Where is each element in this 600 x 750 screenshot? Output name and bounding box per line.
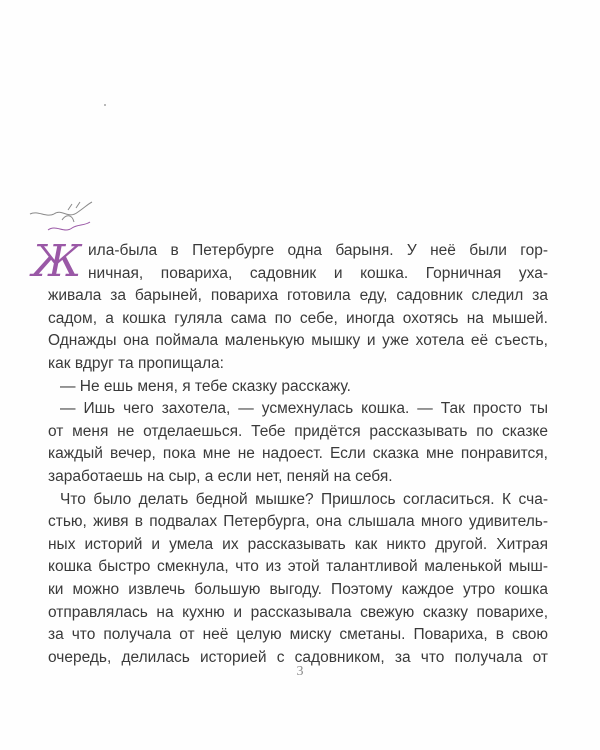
text-line: очередь, делилась историей с садовником, за что получала от <box>48 648 548 666</box>
text-line: — Ишь чего захотела, — усмехнулась кошка. — Так просто ты <box>60 400 548 418</box>
text-line: ничная, повариха, садовник и кошка. Горничная уха- <box>88 264 548 282</box>
text-line: ки можно извлечь большую выгоду. Поэтому каждое утро кошка <box>48 580 548 598</box>
text-line: за что получала от неё целую миску сметаны. Повариха, в свою <box>48 626 548 644</box>
text-line: стью, живя в подвалах Петербурга, она слышала много удивитель- <box>48 513 548 531</box>
text-line: от меня не отделаешься. Тебе придётся рассказывать по сказке <box>48 422 548 440</box>
text-line: как вдруг та пропищала: <box>48 354 224 372</box>
text-line: — Не ешь меня, я тебе сказку расскажу. <box>60 377 351 395</box>
drop-cap: Ж <box>32 236 82 287</box>
text-line: кошка быстро смекнула, что из этой талантливой маленькой мыш- <box>48 558 548 576</box>
text-line: ных историй и умела их рассказывать как никто другой. Хитрая <box>48 535 548 553</box>
text-line: каждый вечер, пока мне не надоест. Если сказка мне понравится, <box>48 445 548 463</box>
body-text <box>48 240 548 669</box>
page-number: 3 <box>296 664 304 679</box>
text-line: ила-была в Петербурге одна барыня. У неё были гор- <box>88 242 548 259</box>
page-speck <box>104 104 106 106</box>
text-line: садом, а кошка гуляла сама по себе, иногда охотясь на мышей. <box>48 309 548 327</box>
text-line: Однажды она поймала маленькую мышку и уже хотела её съесть, <box>48 332 548 350</box>
text-line: отправлялась на кухню и рассказывала свежую сказку поварихе, <box>48 603 548 621</box>
text-line: Что было делать бедной мышке? Пришлось согласиться. К сча- <box>60 490 548 508</box>
text-line: заработаешь на сыр, а если нет, пеняй на себя. <box>48 467 393 485</box>
text-line: живала за барыней, повариха готовила еду, садовник следил за <box>48 287 548 305</box>
